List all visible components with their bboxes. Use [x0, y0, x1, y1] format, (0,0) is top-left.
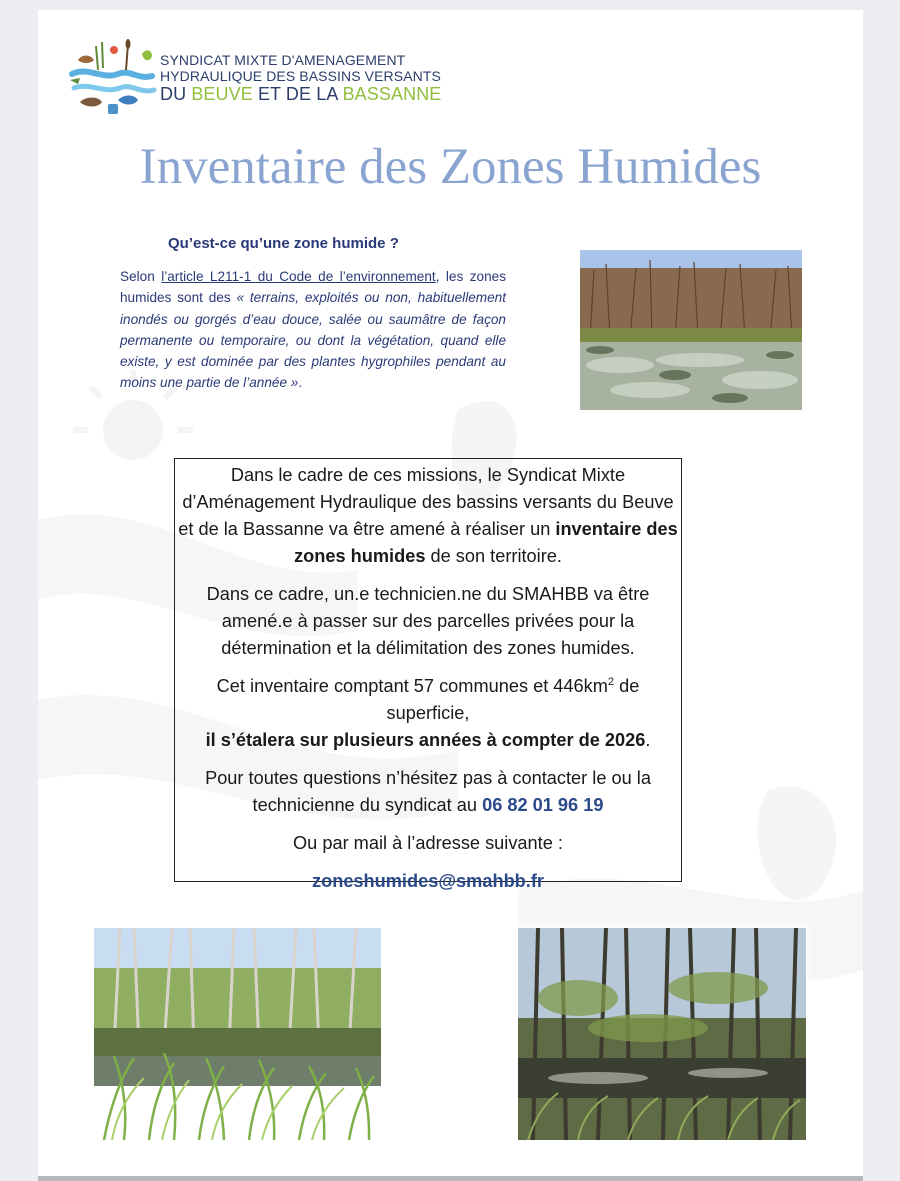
- page-bottom-edge: [38, 1176, 863, 1181]
- info-paragraph-contact: Pour toutes questions n’hésitez pas à contacter le ou la technicienne du syndicat au 06 82 01 96 19: [205, 768, 651, 815]
- email-address[interactable]: zoneshumides@smahbb.fr: [312, 871, 544, 891]
- wetland-meadow-photo: [580, 250, 802, 410]
- syndicat-logo: [68, 36, 158, 118]
- org-line-2: HYDRAULIQUE DES BASSINS VERSANTS: [160, 68, 441, 84]
- flyer-page: [38, 10, 863, 1176]
- info-paragraph-3: Cet inventaire comptant 57 communes et $446km^2$ de superficie, il s’étalera sur plusieurs années à compter de 2026.: [205, 675, 651, 750]
- page-title: Inventaire des Zones Humides: [139, 139, 762, 195]
- org-line-1: SYNDICAT MIXTE D'AMENAGEMENT: [160, 52, 406, 68]
- wet-forest-photo: [518, 928, 806, 1140]
- pond-reeds-photo: [94, 928, 381, 1140]
- definition-quote: « terrains, exploités ou non, habituellement inondés ou gorgés d’eau douce, salée ou saumâtre de façon permanente ou temporaire, ou dont la végétation, quand elle existe, y est dominée par des plantes hygrophiles pendant au moins une partie de l’année »: [120, 290, 506, 391]
- info-paragraph-1: Dans le cadre de ces missions, le Syndicat Mixte d’Aménagement Hydraulique des bassins versants du Beuve et de la Bassanne va être amené à réaliser un inventaire des zones humides de son territoire.: [178, 465, 678, 566]
- info-box: [174, 458, 682, 891]
- info-paragraph-2: Dans ce cadre, un.e technicien.ne du SMAHBB va être amené.e à passer sur des parcelles privées pour la détermination et la délimitation des zones humides.: [206, 584, 650, 658]
- definition-paragraph: Selon l’article L211-1 du Code de l’environnement, les zones humides sont des « terrains, exploités ou non, habituellement inondés ou gorgés d’eau douce, salée ou saumâtre de façon permanente ou temporaire, ou dont la végétation, quand elle existe, y est dominée par des plantes hygrophiles pendant au moins une partie de l’année ».: [120, 269, 506, 391]
- section-question: Qu’est-ce qu’une zone humide ?: [168, 235, 399, 252]
- phone-number[interactable]: 06 82 01 96 19: [482, 795, 604, 815]
- organization-name: [160, 52, 441, 104]
- code-environnement-link[interactable]: l’article L211-1 du Code de l’environnement: [161, 269, 436, 284]
- info-paragraph-mail: Ou par mail à l’adresse suivante :: [293, 833, 563, 853]
- org-line-3: DU BEUVE ET DE LA BASSANNE: [160, 84, 442, 104]
